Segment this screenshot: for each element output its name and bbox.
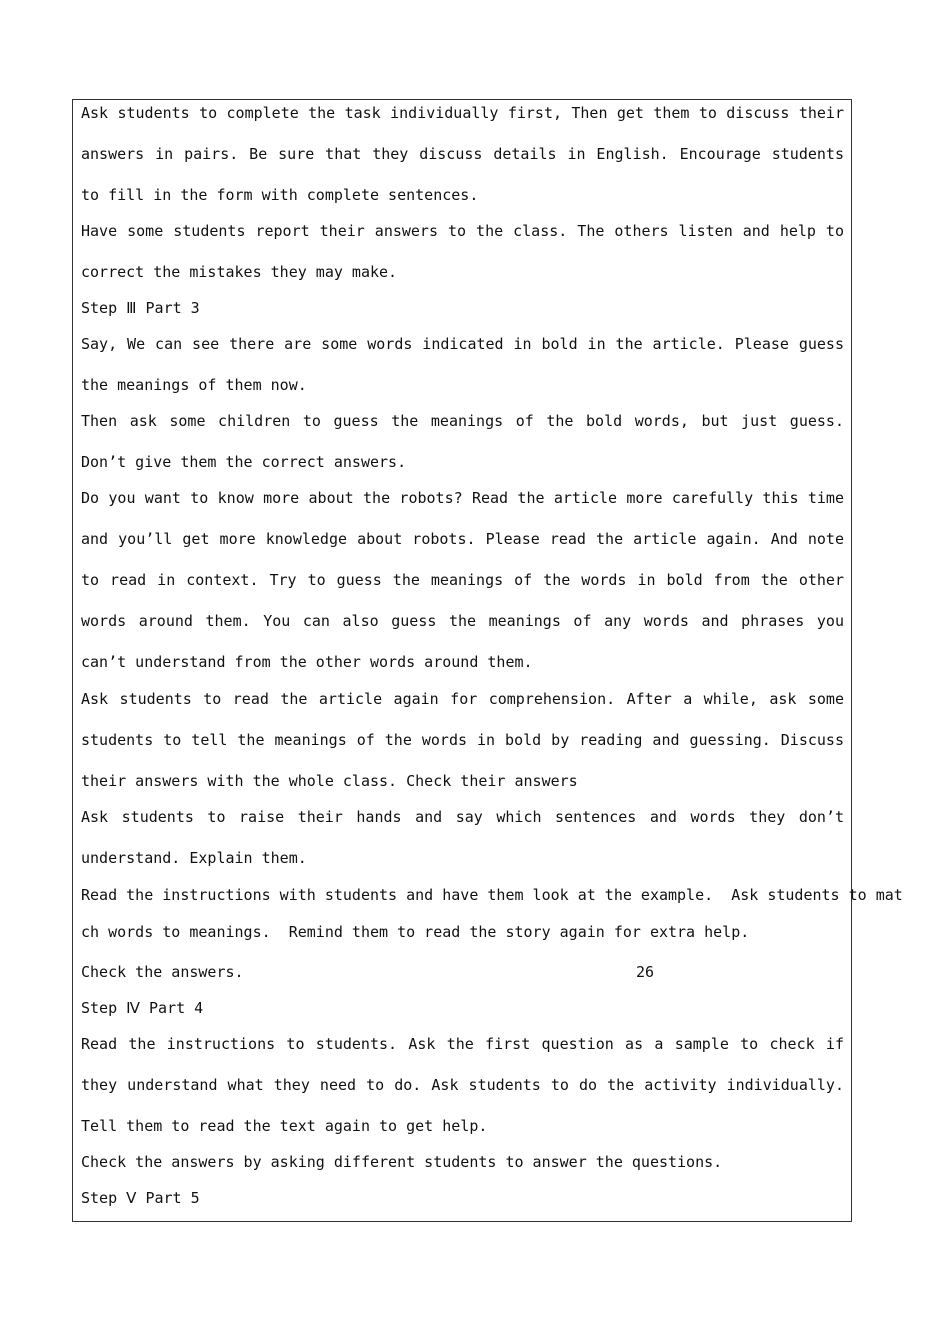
paragraph-instructions-line-2: ch words to meanings. Remind them to read the story again for extra help. [81, 923, 750, 941]
paragraph-task-individually: Ask students to complete the task individually first, Then get them to discuss their answers in pairs. Be sure that they discuss details in English. Encourage students to fill in the form with complete sentences. [81, 104, 844, 204]
step-4-heading: Step Ⅳ Part 4 [81, 999, 204, 1017]
step-5-heading: Step Ⅴ Part 5 [81, 1189, 200, 1207]
page-number: 26 [636, 963, 655, 981]
paragraph-check-by-asking: Check the answers by asking different students to answer the questions. [81, 1153, 723, 1171]
paragraph-instructions-line-1: Read the instructions with students and have them look at the example. Ask students to mat [81, 886, 903, 904]
paragraph-first-question: Read the instructions to students. Ask the first question as a sample to check if they understand what they need to do. Ask students to do the activity individually. Tell them to read the text again to get help. [81, 1035, 844, 1135]
paragraph-robots: Do you want to know more about the robots? Read the article more carefully this time and you’ll get more knowledge about robots. Please read the article again. And note to read in context. Try to guess the meanings of the words in bold from the other words around them. You can also guess the meanings of any words and phrases you can’t understand from the other words around them. [81, 489, 844, 671]
paragraph-comprehension: Ask students to read the article again for comprehension. After a while, ask some students to tell the meanings of the words in bold by reading and guessing. Discuss their answers with the whole class. Check their answers [81, 690, 844, 790]
paragraph-bold-words: Then ask some children to guess the meanings of the bold words, but just guess. Don’t give them the correct answers. [81, 412, 844, 471]
paragraph-check-answers: Check the answers. [81, 963, 244, 981]
step-3-heading: Step Ⅲ Part 3 [81, 299, 200, 317]
paragraph-report-answers: Have some students report their answers to the class. The others listen and help to correct the mistakes they may make. [81, 222, 844, 281]
paragraph-raise-hands: Ask students to raise their hands and say which sentences and words they don’t understand. Explain them. [81, 808, 844, 867]
paragraph-guess-meanings: Say, We can see there are some words indicated in bold in the article. Please guess the meanings of them now. [81, 335, 844, 394]
